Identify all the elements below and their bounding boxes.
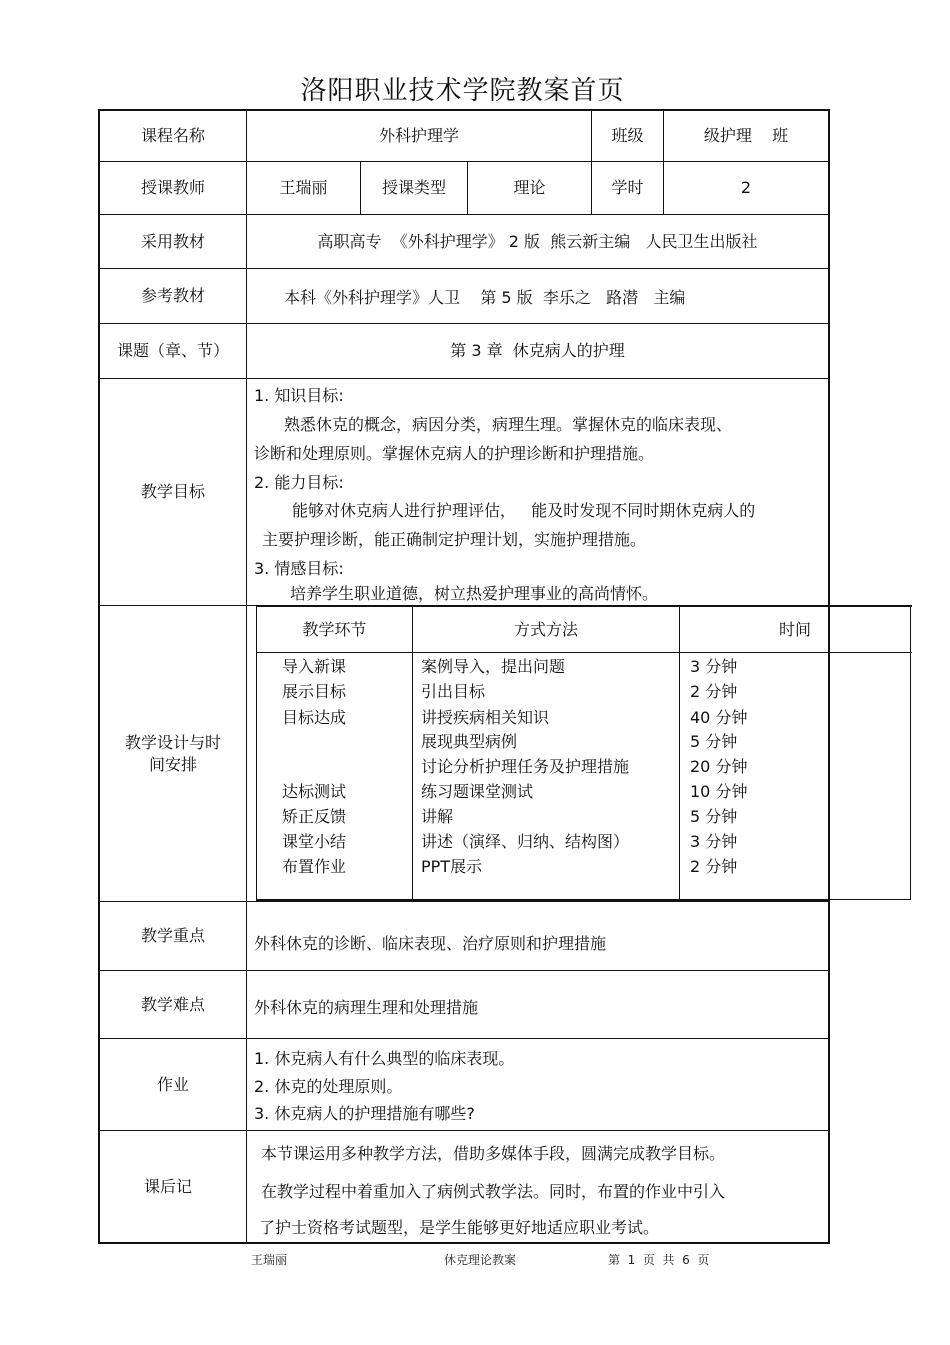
page-title: 洛阳职业技术学院教案首页 <box>300 76 625 106</box>
key-points-label: 教学重点 <box>140 926 205 945</box>
design-label: 教学设计与时 间安排 <box>124 732 221 774</box>
difficulties-label: 教学难点 <box>140 994 205 1014</box>
hours-value: 2 <box>740 178 752 197</box>
design-stage: 展示目标 <box>282 682 347 701</box>
afterword-line: 了护士资格考试题型，是学生能够更好地适应职业考试。 <box>259 1218 660 1237</box>
objective-line: 培养学生职业道德，树立热爱护理事业的高尚情怀。 <box>290 584 659 603</box>
lesson-type-value: 理论 <box>513 178 546 197</box>
design-time: 5 分钟 <box>690 732 738 751</box>
objective-line: 主要护理诊断，能正确制定护理计划，实施护理措施。 <box>262 530 647 549</box>
footer-author: 王瑞丽 <box>251 1253 288 1267</box>
class-label: 班级 <box>611 126 644 145</box>
design-stage: 达标测试 <box>282 782 347 801</box>
design-method: 案例导入，提出问题 <box>421 657 566 676</box>
footer-page-number: 第 1 页 共 6 页 <box>608 1253 710 1267</box>
design-method: PPT展示 <box>421 857 483 876</box>
design-table-header-line <box>256 652 912 653</box>
textbook-label: 采用教材 <box>140 231 205 251</box>
design-time: 20 分钟 <box>690 757 748 776</box>
design-method: 练习题课堂测试 <box>421 782 534 801</box>
design-time: 3 分钟 <box>690 657 738 676</box>
design-table-right <box>910 605 911 900</box>
design-stage: 目标达成 <box>282 708 347 727</box>
homework-line: 1. 休克病人有什么典型的临床表现。 <box>254 1049 515 1068</box>
homework-line: 3. 休克病人的护理措施有哪些? <box>254 1104 475 1123</box>
hours-label: 学时 <box>611 178 644 197</box>
objective-line: 1. 知识目标: <box>254 386 344 405</box>
design-method: 讲授疾病相关知识 <box>421 708 550 727</box>
objective-line: 3. 情感目标: <box>254 559 344 578</box>
afterword-label: 课后记 <box>143 1176 192 1196</box>
design-header-method: 方式方法 <box>513 619 578 639</box>
design-stage: 课堂小结 <box>282 832 347 851</box>
reference-value: 本科《外科护理学》人卫 第 5 版 李乐之 路潜 主编 <box>284 288 686 307</box>
key-points-value: 外科休克的诊断、临床表现、治疗原则和护理措施 <box>254 934 607 953</box>
afterword-line: 本节课运用多种教学方法，借助多媒体手段，圆满完成教学目标。 <box>261 1144 726 1163</box>
design-method: 展现典型病例 <box>421 732 518 751</box>
design-time: 2 分钟 <box>690 857 738 876</box>
design-table-bottom <box>256 899 828 901</box>
design-time: 40 分钟 <box>690 708 748 727</box>
design-table-overflow-bottom <box>828 899 911 900</box>
difficulties-value: 外科休克的病理生理和处理措施 <box>254 998 479 1017</box>
homework-line: 2. 休克的处理原则。 <box>254 1077 403 1096</box>
objective-line: 熟悉休克的概念，病因分类，病理生理。掌握休克的临床表现、 <box>284 415 733 434</box>
textbook-value: 高职高专 《外科护理学》 2 版 熊云新主编 人民卫生出版社 <box>317 231 758 251</box>
course-name-label: 课程名称 <box>140 126 205 145</box>
table-border-right <box>828 109 830 1244</box>
design-time: 2 分钟 <box>690 682 738 701</box>
design-time: 10 分钟 <box>690 782 748 801</box>
course-name-value: 外科护理学 <box>378 126 459 145</box>
homework-label: 作业 <box>156 1074 189 1094</box>
design-stage: 导入新课 <box>282 657 347 676</box>
design-header-time: 时间 <box>778 619 811 639</box>
topic-value: 第 3 章 休克病人的护理 <box>450 341 625 360</box>
teacher-value: 王瑞丽 <box>279 178 328 197</box>
design-method: 讨论分析护理任务及护理措施 <box>421 757 630 776</box>
topic-label: 课题（章、节） <box>116 341 229 360</box>
objective-line: 2. 能力目标: <box>254 473 344 492</box>
design-time: 3 分钟 <box>690 832 738 851</box>
teacher-label: 授课教师 <box>140 178 205 197</box>
afterword-line: 在教学过程中着重加入了病例式教学法。同时，布置的作业中引入 <box>261 1182 726 1201</box>
footer-document-name: 休克理论教案 <box>444 1253 517 1267</box>
lesson-type-label: 授课类型 <box>381 178 446 197</box>
row-line <box>98 1242 830 1244</box>
design-stage: 矫正反馈 <box>282 807 347 826</box>
design-header-stage: 教学环节 <box>302 619 367 639</box>
reference-label: 参考教材 <box>140 286 205 305</box>
design-method: 引出目标 <box>421 682 486 701</box>
objective-line: 能够对休克病人进行护理评估， 能及时发现不同时期休克病人的 <box>292 501 756 520</box>
objectives-label: 教学目标 <box>140 482 205 501</box>
label-column-divider <box>246 109 247 1244</box>
design-method: 讲述（演绎、归纳、结构图） <box>421 832 630 851</box>
design-method: 讲解 <box>421 807 454 826</box>
design-stage: 布置作业 <box>282 857 347 876</box>
design-time: 5 分钟 <box>690 807 738 826</box>
objective-line: 诊断和处理原则。掌握休克病人的护理诊断和护理措施。 <box>254 444 655 463</box>
class-value: 级护理 班 <box>703 126 789 145</box>
